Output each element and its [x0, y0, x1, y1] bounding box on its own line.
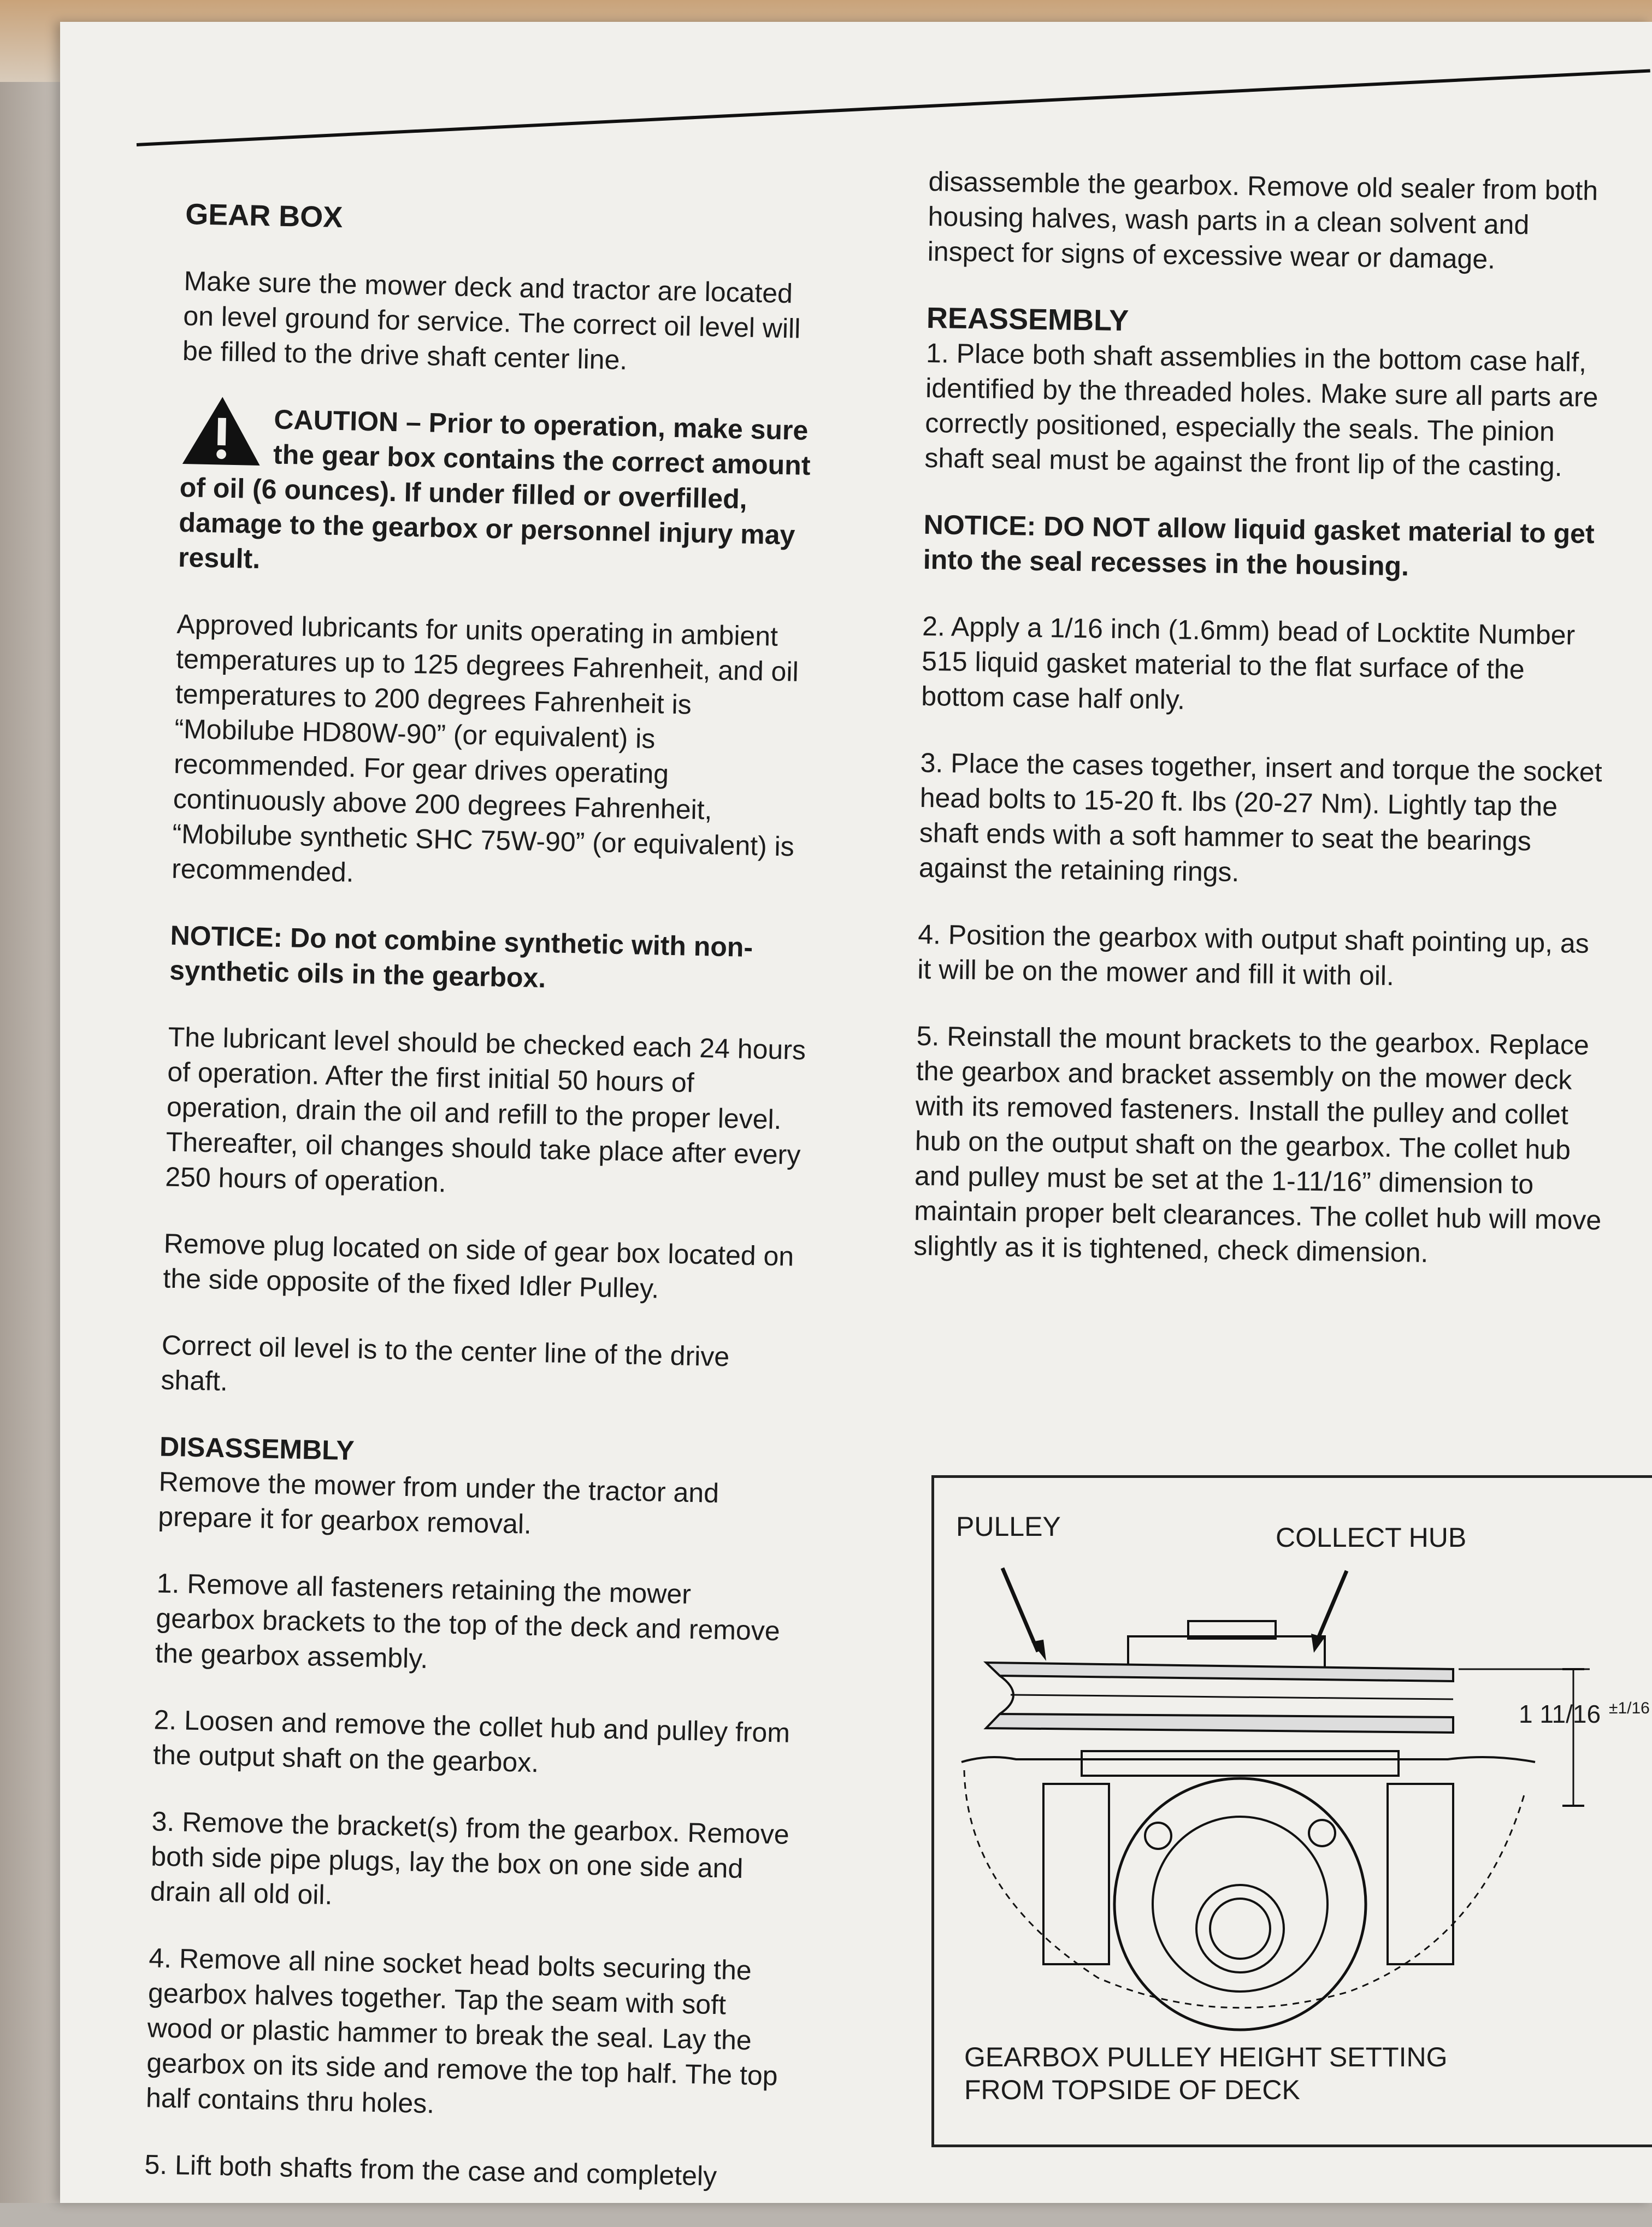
paragraph-disassemble-cont: disassemble the gearbox. Remove old sealer from both housing halves, wash parts in a clean solvent and inspect for signs of excessive wear or damage.: [927, 166, 1598, 275]
paragraph-correct-level: Correct oil level is to the center line of the drive shaft.: [161, 1329, 730, 1397]
dimension-value: 1 11/16: [1519, 1700, 1601, 1728]
caution-text: CAUTION – Prior to operation, make sure the gear box contains the correct amount of oil (6 ounces). If under filled or overfilled, damage to the gearbox or personnel injury may result.: [178, 404, 811, 574]
right-column: [913, 164, 1617, 1304]
label-collect-hub: COLLECT HUB: [1276, 1522, 1467, 1553]
pulley-height-figure: [931, 1475, 1652, 2147]
dimension-tolerance: ±1/16: [1609, 1699, 1650, 1717]
gearbox-pulley-drawing: [934, 1478, 1650, 2079]
warning-triangle-icon: [180, 394, 264, 467]
disassembly-step-2: 2. Loosen and remove the collet hub and pulley from the output shaft on the gearbox.: [152, 1704, 790, 1778]
left-column: [144, 197, 825, 2227]
reassembly-step-2: 2. Apply a 1/16 inch (1.6mm) bead of Locktite Number 515 liquid gasket material to the flat surface of the bottom case half only.: [921, 610, 1576, 715]
notice-synthetic: NOTICE: Do not combine synthetic with non-synthetic oils in the gearbox.: [169, 920, 753, 994]
reassembly-step-3: 3. Place the cases together, insert and torque the socket head bolts to 15-20 ft. lbs (20-27 Nm). Lightly tap the shaft ends with a soft hammer to seat the bearings against the retaining rings.: [918, 747, 1602, 888]
reassembly-step-4: 4. Position the gearbox with output shaft pointing up, as it will be on the mower and fill it with oil.: [917, 918, 1590, 992]
reassembly-step-5: 5. Reinstall the mount brackets to the gearbox. Replace the gearbox and bracket assembly on the mower deck with its removed fasteners. Install the pulley and collet hub on the output shaft on the gearbox. The collet hub and pulley must be set at the 1-11/16” dimension to maintain proper belt clearances. The collet hub will move slightly as it is tightened, check dimension.: [913, 1020, 1602, 1268]
caption-line-1: GEARBOX PULLEY HEIGHT SETTING: [964, 2042, 1448, 2072]
paragraph-remove-plug: Remove plug located on side of gear box located on the side opposite of the fixed Idler Pulley.: [162, 1228, 794, 1304]
caution-block: [178, 400, 821, 588]
paragraph-level-ground: Make sure the mower deck and tractor are located on level ground for service. The correct oil level will be filled to the drive shaft center line.: [182, 265, 801, 375]
disassembly-step-1: 1. Remove all fasteners retaining the mower gearbox brackets to the top of the deck and remove the gearbox assembly.: [155, 1568, 781, 1674]
disassembly-step-4: 4. Remove all nine socket head bolts securing the gearbox halves together. Tap the seam with soft wood or plastic hammer to break the seal. Lay the gearbox on its side and remove the top half. The top half contains thru holes.: [145, 1942, 778, 2119]
section-title-disassembly: DISASSEMBLY: [159, 1431, 355, 1466]
section-title-gear-box: GEAR BOX: [185, 197, 343, 234]
label-pulley: PULLEY: [956, 1511, 1061, 1542]
paragraph-lubricants: Approved lubricants for units operating in ambient temperatures up to 125 degrees Fahrenheit, and oil temperatures to 200 degrees Fahrenheit is “Mobilube HD80W-90” (or equivalent) is recommended. For gear drives operating continuously above 200 degrees Fahrenheit, “Mobilube synthetic SHC 75W-90” (or equivalent) is recommended.: [171, 608, 799, 888]
paragraph-check-interval: The lubricant level should be checked each 24 hours of operation. After the first initial 50 hours of operation, drain the oil and refill to the proper level. Thereafter, oil changes should take place after every 250 hours of operation.: [164, 1021, 806, 1198]
section-title-reassembly: REASSEMBLY: [926, 301, 1129, 338]
caption-line-2: FROM TOPSIDE OF DECK: [964, 2075, 1300, 2105]
paragraph-disassembly-intro: Remove the mower from under the tractor and prepare it for gearbox removal.: [157, 1466, 719, 1540]
disassembly-step-5: 5. Lift both shafts from the case and completely: [144, 2149, 717, 2192]
notice-liquid-gasket: NOTICE: DO NOT allow liquid gasket material to get into the seal recesses in the housing.: [923, 509, 1595, 582]
reassembly-step-1: 1. Place both shaft assemblies in the bottom case half, identified by the threaded holes. Make sure all parts are correctly positioned, especially the seals. The pinion shaft seal must be against the front lip of the casting.: [924, 337, 1598, 482]
disassembly-step-3: 3. Remove the bracket(s) from the gearbox. Remove both side pipe plugs, lay the box on one side and drain all old oil.: [150, 1806, 790, 1911]
figure-caption: [964, 2041, 1448, 2106]
